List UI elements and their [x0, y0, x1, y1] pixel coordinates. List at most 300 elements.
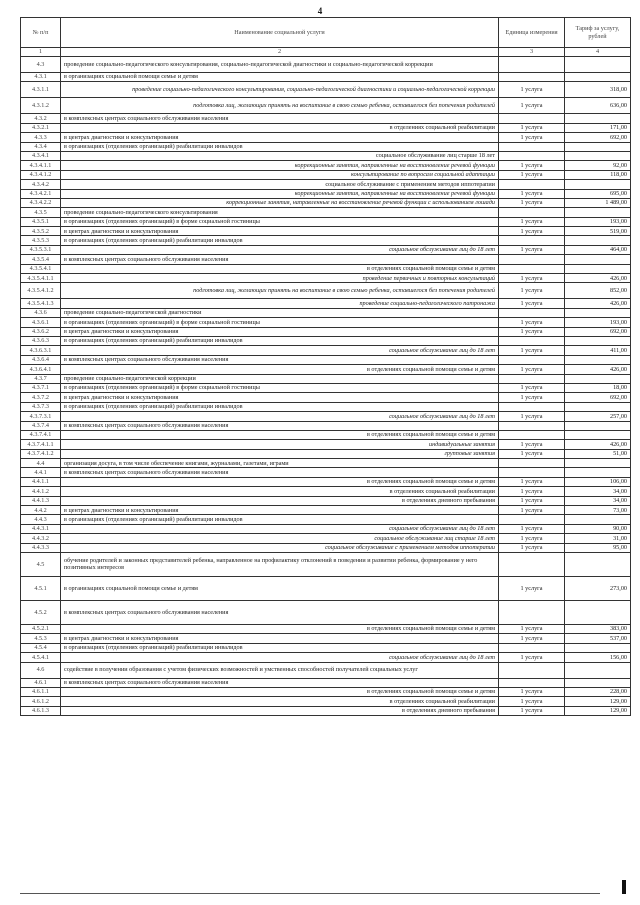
table-row: [21, 327, 631, 336]
table-row: [21, 255, 631, 264]
row-number: 4.3.5.4.1.2: [21, 283, 61, 299]
unit-of-measure: 1 услуга: [499, 170, 565, 179]
tariff-price: 411,00: [565, 346, 631, 355]
tariff-price: 426,00: [565, 274, 631, 283]
service-name: социальное обслуживание с применением методов иппотерапии: [61, 180, 499, 189]
row-number: 4.4.2: [21, 506, 61, 515]
row-number: 4.3.4.2.1: [21, 189, 61, 198]
unit-of-measure: 1 услуга: [499, 634, 565, 643]
service-name: социальное обслуживание с применением методов иппотерапии: [61, 543, 499, 552]
table-row: [21, 506, 631, 515]
row-number: 4.5.2.1: [21, 624, 61, 633]
tariff-price: 692,00: [565, 133, 631, 142]
service-name: в отделениях социальной реабилитации: [61, 487, 499, 496]
table-row: [21, 543, 631, 552]
row-number: 4.4.1: [21, 468, 61, 477]
unit-of-measure: 1 услуга: [499, 496, 565, 505]
row-number: 4.3.5.3.1: [21, 245, 61, 254]
row-number: 4.3.2: [21, 114, 61, 123]
tariff-price: 106,00: [565, 477, 631, 486]
tariff-price: [565, 236, 631, 245]
col-number: 1: [21, 48, 61, 57]
tariff-price: 51,00: [565, 449, 631, 458]
unit-of-measure: [499, 430, 565, 439]
service-name: в отделениях социальной помощи семье и детям: [61, 365, 499, 374]
table-row: [21, 624, 631, 633]
row-number: 4.3.7.4.1: [21, 430, 61, 439]
table-row: [21, 308, 631, 317]
unit-of-measure: 1 услуга: [499, 576, 565, 600]
row-number: 4.3.2.1: [21, 123, 61, 132]
table-row: [21, 180, 631, 189]
tariff-price: 636,00: [565, 98, 631, 114]
service-name: в организациях (отделениях организаций) в форме социальной гостиницы: [61, 383, 499, 392]
row-number: 4.3.7.4.1.2: [21, 449, 61, 458]
table-row: [21, 534, 631, 543]
service-name: в организациях (отделениях организаций) в форме социальной гостиницы: [61, 217, 499, 226]
service-name: индивидуальные занятия: [61, 440, 499, 449]
row-number: 4.5.4: [21, 643, 61, 652]
tariff-price: [565, 402, 631, 411]
service-name: в отделениях социальной помощи семье и детям: [61, 687, 499, 696]
table-row: [21, 524, 631, 533]
tariff-price: 257,00: [565, 412, 631, 421]
service-name: в организациях (отделениях организаций) в форме социальной гостиницы: [61, 318, 499, 327]
table-row: [21, 487, 631, 496]
footer-rule: [20, 893, 600, 894]
table-row: [21, 634, 631, 643]
row-number: 4.5: [21, 552, 61, 576]
tariff-price: [565, 430, 631, 439]
unit-of-measure: [499, 421, 565, 430]
table-row: [21, 440, 631, 449]
row-number: 4.4.1.3: [21, 496, 61, 505]
unit-of-measure: 1 услуга: [499, 198, 565, 207]
service-name: в комплексных центрах социального обслуживания населения: [61, 114, 499, 123]
table-row: [21, 355, 631, 364]
table-row: [21, 515, 631, 524]
tariff-price: 193,00: [565, 217, 631, 226]
row-number: 4.4.1.1: [21, 477, 61, 486]
col-number: 3: [499, 48, 565, 57]
unit-of-measure: 1 услуга: [499, 534, 565, 543]
service-name: проведение первичных и повторных консультаций: [61, 274, 499, 283]
table-row: [21, 449, 631, 458]
unit-of-measure: 1 услуга: [499, 412, 565, 421]
unit-of-measure: [499, 255, 565, 264]
service-name: в центрах диагностики и консультирования: [61, 327, 499, 336]
tariff-price: [565, 421, 631, 430]
service-name: социальное обслуживание лиц до 18 лет: [61, 346, 499, 355]
tariff-price: 426,00: [565, 440, 631, 449]
row-number: 4.3.6.4: [21, 355, 61, 364]
row-number: 4.3.7.2: [21, 393, 61, 402]
table-row: [21, 706, 631, 715]
row-number: 4.4.1.2: [21, 487, 61, 496]
unit-of-measure: [499, 180, 565, 189]
service-name: в центрах диагностики и консультирования: [61, 133, 499, 142]
tariff-price: 228,00: [565, 687, 631, 696]
row-number: 4.3.7.3: [21, 402, 61, 411]
table-body: [21, 57, 631, 716]
scan-mark: [622, 880, 626, 894]
service-name: в центрах диагностики и консультирования: [61, 506, 499, 515]
service-name: групповые занятия: [61, 449, 499, 458]
service-name: в комплексных центрах социального обслуживания населения: [61, 255, 499, 264]
unit-of-measure: 1 услуга: [499, 327, 565, 336]
header-unit: Единица измерения: [499, 18, 565, 48]
page-number: 4: [317, 6, 323, 16]
tariff-price: [565, 114, 631, 123]
service-name: в отделениях социальной реабилитации: [61, 697, 499, 706]
service-name: проведение социально-педагогического консультирования, социально-педагогической диагностики и социально-педагогической коррекции: [61, 82, 499, 98]
row-number: 4.3.4.1.1: [21, 161, 61, 170]
row-number: 4.6.1: [21, 678, 61, 687]
row-number: 4.3.6.3: [21, 336, 61, 345]
service-name: проведение социально-педагогического патронажа: [61, 299, 499, 308]
table-row: [21, 98, 631, 114]
table-row: [21, 151, 631, 160]
unit-of-measure: [499, 264, 565, 273]
unit-of-measure: [499, 355, 565, 364]
tariff-price: 852,00: [565, 283, 631, 299]
tariff-price: 519,00: [565, 227, 631, 236]
service-name: социальное обслуживание лиц старше 18 лет: [61, 534, 499, 543]
table-row: [21, 643, 631, 652]
table-row: [21, 383, 631, 392]
row-number: 4.5.4.1: [21, 653, 61, 662]
tariff-price: [565, 662, 631, 678]
col-number: 4: [565, 48, 631, 57]
tariff-price: 695,00: [565, 189, 631, 198]
table-row: [21, 459, 631, 468]
service-name: в организациях (отделениях организаций) реабилитации инвалидов: [61, 236, 499, 245]
service-name: в отделениях социальной помощи семье и детям: [61, 430, 499, 439]
unit-of-measure: 1 услуга: [499, 477, 565, 486]
table-row: [21, 374, 631, 383]
row-number: 4.3.4.2: [21, 180, 61, 189]
row-number: 4.3.1: [21, 73, 61, 82]
table-row: [21, 346, 631, 355]
table-row: [21, 114, 631, 123]
tariff-price: 18,00: [565, 383, 631, 392]
unit-of-measure: 1 услуга: [499, 283, 565, 299]
service-name: в комплексных центрах социального обслуживания населения: [61, 468, 499, 477]
service-name: в центрах диагностики и консультирования: [61, 227, 499, 236]
unit-of-measure: 1 услуга: [499, 697, 565, 706]
row-number: 4.3.7.4.1.1: [21, 440, 61, 449]
tariff-price: [565, 374, 631, 383]
table-row: [21, 318, 631, 327]
table-row: [21, 412, 631, 421]
tariff-price: [565, 180, 631, 189]
unit-of-measure: 1 услуга: [499, 217, 565, 226]
row-number: 4.3.6: [21, 308, 61, 317]
table-row: [21, 477, 631, 486]
header-row: [21, 18, 631, 48]
service-name: подготовка лиц, желающих принять на воспитание в свою семью ребенка, оставшегося без попечения родителей: [61, 283, 499, 299]
row-number: 4.3.5.4: [21, 255, 61, 264]
service-name: социальное обслуживание лиц до 18 лет: [61, 245, 499, 254]
table-row: [21, 687, 631, 696]
unit-of-measure: 1 услуга: [499, 449, 565, 458]
service-name: консультирование по вопросам социальной адаптации: [61, 170, 499, 179]
table-row: [21, 236, 631, 245]
table-row: [21, 189, 631, 198]
service-name: в центрах диагностики и консультирования: [61, 634, 499, 643]
row-number: 4.4.3.2: [21, 534, 61, 543]
table-row: [21, 245, 631, 254]
unit-of-measure: 1 услуга: [499, 653, 565, 662]
row-number: 4.3.3: [21, 133, 61, 142]
service-name: социальное обслуживание лиц старше 18 лет: [61, 151, 499, 160]
service-name: обучение родителей и законных представителей ребенка, направленное на профилактику отклонений в поведении и развитии ребенка, формирование у него позитивных интересов: [61, 552, 499, 576]
unit-of-measure: 1 услуга: [499, 506, 565, 515]
table-row: [21, 678, 631, 687]
tariff-price: 90,00: [565, 524, 631, 533]
tariff-price: [565, 264, 631, 273]
table-row: [21, 365, 631, 374]
unit-of-measure: 1 услуга: [499, 440, 565, 449]
service-name: коррекционные занятия, направленные на восстановление речевой функции: [61, 189, 499, 198]
unit-of-measure: 1 услуга: [499, 133, 565, 142]
service-name: в организациях социальной помощи семье и детям: [61, 576, 499, 600]
row-number: 4.3.1.1: [21, 82, 61, 98]
row-number: 4.3.5.4.1.1: [21, 274, 61, 283]
service-name: проведение социально-педагогического консультирования: [61, 208, 499, 217]
tariff-price: 464,00: [565, 245, 631, 254]
tariff-price: [565, 552, 631, 576]
tariff-price: [565, 600, 631, 624]
unit-of-measure: 1 услуга: [499, 346, 565, 355]
tariff-price: 171,00: [565, 123, 631, 132]
table-row: [21, 600, 631, 624]
tariff-price: 273,00: [565, 576, 631, 600]
service-name: в отделениях дневного пребывания: [61, 706, 499, 715]
unit-of-measure: [499, 402, 565, 411]
unit-of-measure: 1 услуга: [499, 82, 565, 98]
unit-of-measure: [499, 114, 565, 123]
table-row: [21, 227, 631, 236]
row-number: 4.3: [21, 57, 61, 73]
row-number: 4.6: [21, 662, 61, 678]
row-number: 4.4.3.1: [21, 524, 61, 533]
service-name: в организациях социальной помощи семье и детям: [61, 73, 499, 82]
unit-of-measure: [499, 643, 565, 652]
tariff-table: [20, 17, 631, 716]
tariff-price: 34,00: [565, 487, 631, 496]
table-row: [21, 170, 631, 179]
tariff-price: [565, 73, 631, 82]
tariff-price: 426,00: [565, 299, 631, 308]
row-number: 4.4: [21, 459, 61, 468]
unit-of-measure: 1 услуга: [499, 161, 565, 170]
service-name: проведение социально-педагогической диагностики: [61, 308, 499, 317]
service-name: в отделениях социальной реабилитации: [61, 123, 499, 132]
tariff-price: [565, 308, 631, 317]
table-row: [21, 697, 631, 706]
tariff-price: 129,00: [565, 706, 631, 715]
row-number: 4.6.1.1: [21, 687, 61, 696]
tariff-price: [565, 678, 631, 687]
table-row: [21, 576, 631, 600]
unit-of-measure: [499, 236, 565, 245]
unit-of-measure: 1 услуга: [499, 98, 565, 114]
unit-of-measure: [499, 308, 565, 317]
service-name: в организациях (отделениях организаций) реабилитации инвалидов: [61, 643, 499, 652]
table-row: [21, 123, 631, 132]
table-row: [21, 264, 631, 273]
tariff-price: 426,00: [565, 365, 631, 374]
table-row: [21, 217, 631, 226]
table-row: [21, 393, 631, 402]
tariff-price: 31,00: [565, 534, 631, 543]
table-row: [21, 198, 631, 207]
tariff-price: [565, 459, 631, 468]
tariff-price: [565, 151, 631, 160]
row-number: 4.4.3.3: [21, 543, 61, 552]
tariff-price: [565, 208, 631, 217]
unit-of-measure: [499, 57, 565, 73]
service-name: в комплексных центрах социального обслуживания населения: [61, 600, 499, 624]
tariff-price: 92,00: [565, 161, 631, 170]
header-name: Наименование социальной услуги: [61, 18, 499, 48]
row-number: 4.5.2: [21, 600, 61, 624]
table-row: [21, 161, 631, 170]
unit-of-measure: [499, 336, 565, 345]
row-number: 4.3.6.2: [21, 327, 61, 336]
unit-of-measure: [499, 678, 565, 687]
service-name: в отделениях дневного пребывания: [61, 496, 499, 505]
row-number: 4.4.3: [21, 515, 61, 524]
header-num: № п/п: [21, 18, 61, 48]
unit-of-measure: [499, 552, 565, 576]
row-number: 4.3.6.3.1: [21, 346, 61, 355]
table-row: [21, 402, 631, 411]
table-row: [21, 208, 631, 217]
tariff-price: 156,00: [565, 653, 631, 662]
table-row: [21, 496, 631, 505]
col-number: 2: [61, 48, 499, 57]
unit-of-measure: 1 услуга: [499, 687, 565, 696]
tariff-price: 73,00: [565, 506, 631, 515]
service-name: проведение социально-педагогического консультирования, социально-педагогической диагностики и социально-педагогической коррекции: [61, 57, 499, 73]
table-row: [21, 662, 631, 678]
service-name: подготовка лиц, желающих принять на воспитание в свою семью ребенка, оставшегося без попечения родителей: [61, 98, 499, 114]
service-name: организация досуга, в том числе обеспечение книгами, журналами, газетами, играми: [61, 459, 499, 468]
tariff-price: [565, 57, 631, 73]
unit-of-measure: 1 услуга: [499, 318, 565, 327]
table-row: [21, 82, 631, 98]
tariff-price: 692,00: [565, 393, 631, 402]
row-number: 4.3.4.2.2: [21, 198, 61, 207]
table-row: [21, 468, 631, 477]
unit-of-measure: 1 услуга: [499, 123, 565, 132]
row-number: 4.3.5.3: [21, 236, 61, 245]
tariff-price: 118,00: [565, 170, 631, 179]
service-name: в комплексных центрах социального обслуживания населения: [61, 421, 499, 430]
tariff-price: 129,00: [565, 697, 631, 706]
table-row: [21, 283, 631, 299]
unit-of-measure: 1 услуга: [499, 487, 565, 496]
tariff-price: [565, 255, 631, 264]
row-number: 4.3.5.1: [21, 217, 61, 226]
row-number: 4.3.6.4.1: [21, 365, 61, 374]
unit-of-measure: 1 услуга: [499, 245, 565, 254]
service-name: в организациях (отделениях организаций) реабилитации инвалидов: [61, 142, 499, 151]
unit-of-measure: [499, 142, 565, 151]
table-row: [21, 430, 631, 439]
row-number: 4.3.5.4.1: [21, 264, 61, 273]
unit-of-measure: 1 услуга: [499, 524, 565, 533]
tariff-price: 34,00: [565, 496, 631, 505]
row-number: 4.3.7.1: [21, 383, 61, 392]
row-number: 4.3.5.2: [21, 227, 61, 236]
service-name: в организациях (отделениях организаций) реабилитации инвалидов: [61, 402, 499, 411]
unit-of-measure: [499, 208, 565, 217]
row-number: 4.3.4.1.2: [21, 170, 61, 179]
row-number: 4.3.7.4: [21, 421, 61, 430]
service-name: социальное обслуживание лиц до 18 лет: [61, 524, 499, 533]
unit-of-measure: [499, 468, 565, 477]
tariff-price: 1 489,00: [565, 198, 631, 207]
unit-of-measure: 1 услуга: [499, 365, 565, 374]
tariff-price: [565, 142, 631, 151]
table-row: [21, 57, 631, 73]
tariff-price: 383,00: [565, 624, 631, 633]
unit-of-measure: [499, 459, 565, 468]
row-number: 4.5.3: [21, 634, 61, 643]
unit-of-measure: 1 услуга: [499, 227, 565, 236]
service-name: в отделениях социальной помощи семье и детям: [61, 624, 499, 633]
unit-of-measure: [499, 374, 565, 383]
row-number: 4.3.1.2: [21, 98, 61, 114]
unit-of-measure: [499, 151, 565, 160]
unit-of-measure: 1 услуга: [499, 624, 565, 633]
column-number-row: [21, 48, 631, 57]
row-number: 4.3.7: [21, 374, 61, 383]
row-number: 4.3.4: [21, 142, 61, 151]
service-name: в организациях (отделениях организаций) реабилитации инвалидов: [61, 515, 499, 524]
tariff-price: 95,00: [565, 543, 631, 552]
table-row: [21, 552, 631, 576]
table-row: [21, 274, 631, 283]
unit-of-measure: 1 услуга: [499, 383, 565, 392]
unit-of-measure: 1 услуга: [499, 189, 565, 198]
unit-of-measure: [499, 73, 565, 82]
tariff-price: 318,00: [565, 82, 631, 98]
row-number: 4.3.5.4.1.3: [21, 299, 61, 308]
row-number: 4.3.5: [21, 208, 61, 217]
tariff-price: [565, 468, 631, 477]
row-number: 4.5.1: [21, 576, 61, 600]
unit-of-measure: [499, 662, 565, 678]
tariff-price: 193,00: [565, 318, 631, 327]
service-name: в комплексных центрах социального обслуживания населения: [61, 678, 499, 687]
service-name: в организациях (отделениях организаций) реабилитации инвалидов: [61, 336, 499, 345]
unit-of-measure: 1 услуга: [499, 543, 565, 552]
unit-of-measure: 1 услуга: [499, 299, 565, 308]
service-name: содействие в получении образования с учетом физических возможностей и умственных способностей получателей социальных услуг: [61, 662, 499, 678]
service-name: коррекционные занятия, направленные на восстановление речевой функции с использованием лошади: [61, 198, 499, 207]
service-name: в отделениях социальной помощи семье и детям: [61, 477, 499, 486]
unit-of-measure: 1 услуга: [499, 274, 565, 283]
tariff-price: 537,00: [565, 634, 631, 643]
table-row: [21, 133, 631, 142]
row-number: 4.3.4.1: [21, 151, 61, 160]
tariff-price: [565, 355, 631, 364]
tariff-price: [565, 515, 631, 524]
